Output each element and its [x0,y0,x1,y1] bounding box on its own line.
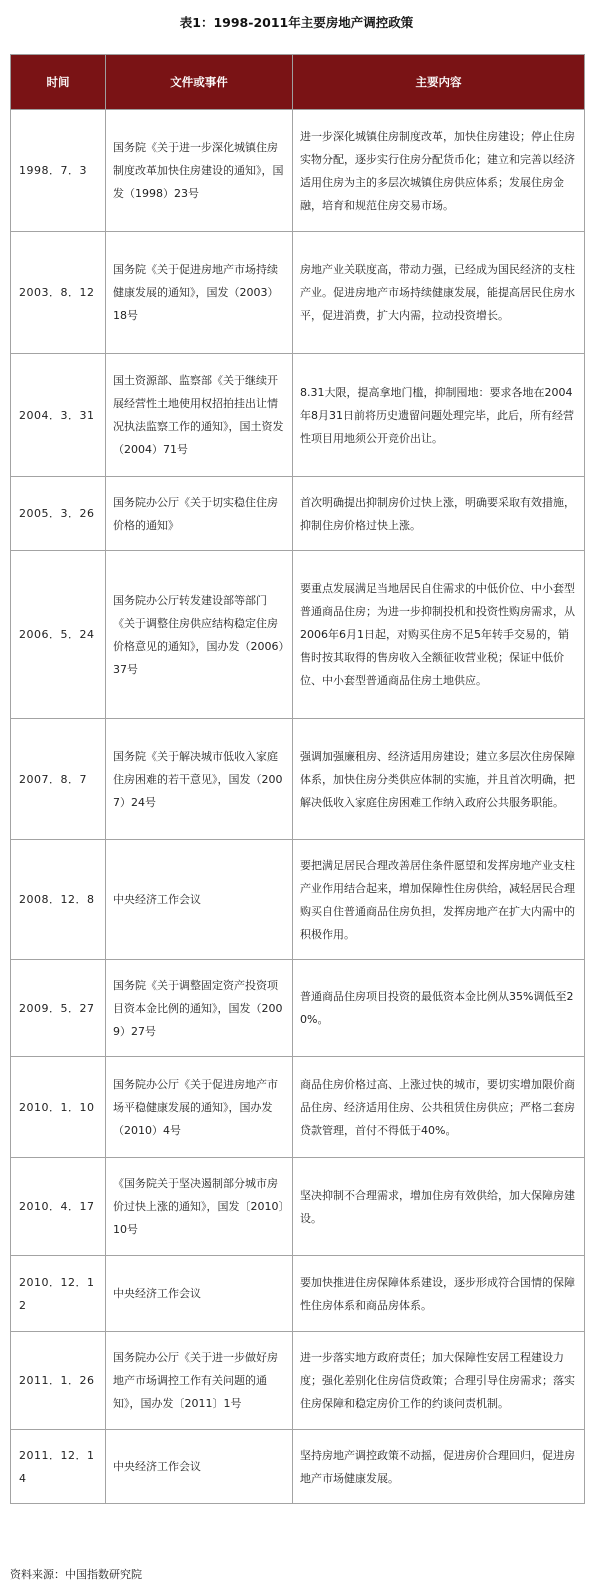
cell-document: 国土资源部、监察部《关于继续开展经营性土地使用权招拍挂出让情况执法监察工作的通知》，国土资发（2004）71号 [106,354,293,477]
header-content: 主要内容 [293,55,585,110]
cell-document: 国务院《关于解决城市低收入家庭住房困难的若干意见》，国发（2007）24号 [106,719,293,840]
cell-content: 商品住房价格过高、上涨过快的城市，要切实增加限价商品住房、经济适用住房、公共租赁住房供应；严格二套房贷款管理，首付不得低于40%。 [293,1057,585,1158]
cell-date: 2004．3．31 [11,354,106,477]
cell-content: 8.31大限，提高拿地门槛，抑制囤地：要求各地在2004年8月31日前将历史遗留问题处理完毕，此后，所有经营性项目用地须公开竞价出让。 [293,354,585,477]
cell-document: 国务院《关于促进房地产市场持续健康发展的通知》，国发（2003）18号 [106,232,293,354]
cell-document: 中央经济工作会议 [106,1256,293,1332]
source-note: 资料来源：中国指数研究院 [10,1568,142,1581]
policy-table [10,54,585,1504]
table-row [11,1430,585,1504]
table-row [11,1057,585,1158]
table-row [11,1158,585,1256]
cell-document: 中央经济工作会议 [106,840,293,960]
cell-document: 国务院办公厅《关于切实稳住住房价格的通知》 [106,477,293,551]
table-row [11,1256,585,1332]
table-row [11,110,585,232]
table-row [11,354,585,477]
cell-content: 坚决抑制不合理需求，增加住房有效供给，加大保障房建设。 [293,1158,585,1256]
cell-date: 1998．7．3 [11,110,106,232]
cell-content: 要把满足居民合理改善居住条件愿望和发挥房地产业支柱产业作用结合起来，增加保障性住房供给，减轻居民合理购买自住普通商品住房负担，发挥房地产在扩大内需中的积极作用。 [293,840,585,960]
cell-document: 国务院《关于进一步深化城镇住房制度改革加快住房建设的通知》，国发（1998）23号 [106,110,293,232]
cell-content: 房地产业关联度高，带动力强，已经成为国民经济的支柱产业。促进房地产市场持续健康发展，能提高居民住房水平，促进消费，扩大内需，拉动投资增长。 [293,232,585,354]
cell-date: 2003．8．12 [11,232,106,354]
cell-content: 坚持房地产调控政策不动摇，促进房价合理回归，促进房地产市场健康发展。 [293,1430,585,1504]
cell-document: 国务院办公厅《关于进一步做好房地产市场调控工作有关问题的通知》，国办发〔2011〕1号 [106,1332,293,1430]
cell-date: 2010．1．10 [11,1057,106,1158]
table-header-row [11,55,585,110]
cell-date: 2009．5．27 [11,960,106,1057]
cell-date: 2007．8．7 [11,719,106,840]
cell-date: 2006．5．24 [11,551,106,719]
table-row [11,719,585,840]
cell-content: 普通商品住房项目投资的最低资本金比例从35%调低至20%。 [293,960,585,1057]
table-row [11,960,585,1057]
cell-date: 2008．12．8 [11,840,106,960]
cell-document: 国务院办公厅转发建设部等部门《关于调整住房供应结构稳定住房价格意见的通知》，国办发（2006）37号 [106,551,293,719]
table-row [11,551,585,719]
cell-date: 2011．1．26 [11,1332,106,1430]
table-row [11,1332,585,1430]
table-row [11,232,585,354]
cell-date: 2011．12．14 [11,1430,106,1504]
cell-document: 国务院办公厅《关于促进房地产市场平稳健康发展的通知》，国办发（2010）4号 [106,1057,293,1158]
cell-content: 要重点发展满足当地居民自住需求的中低价位、中小套型普通商品住房；为进一步抑制投机和投资性购房需求，从2006年6月1日起，对购买住房不足5年转手交易的，销售时按其取得的售房收入全额征收营业税；保证中低价位、中小套型普通商品住房土地供应。 [293,551,585,719]
table-title: 表1：1998-2011年主要房地产调控政策 [179,15,414,30]
header-time: 时间 [11,55,106,110]
cell-content: 进一步深化城镇住房制度改革，加快住房建设；停止住房实物分配，逐步实行住房分配货币化；建立和完善以经济适用住房为主的多层次城镇住房供应体系；发展住房金融，培育和规范住房交易市场。 [293,110,585,232]
cell-date: 2005．3．26 [11,477,106,551]
cell-content: 进一步落实地方政府责任；加大保障性安居工程建设力度；强化差别化住房信贷政策；合理引导住房需求；落实住房保障和稳定房价工作的约谈问责机制。 [293,1332,585,1430]
cell-content: 首次明确提出抑制房价过快上涨，明确要采取有效措施，抑制住房价格过快上涨。 [293,477,585,551]
table-row [11,477,585,551]
cell-document: 《国务院关于坚决遏制部分城市房价过快上涨的通知》，国发〔2010〕10号 [106,1158,293,1256]
cell-date: 2010．4．17 [11,1158,106,1256]
cell-content: 要加快推进住房保障体系建设，逐步形成符合国情的保障性住房体系和商品房体系。 [293,1256,585,1332]
cell-document: 中央经济工作会议 [106,1430,293,1504]
header-document: 文件或事件 [106,55,293,110]
table-row [11,840,585,960]
cell-document: 国务院《关于调整固定资产投资项目资本金比例的通知》，国发（2009）27号 [106,960,293,1057]
cell-date: 2010．12．12 [11,1256,106,1332]
cell-content: 强调加强廉租房、经济适用房建设；建立多层次住房保障体系，加快住房分类供应体制的实施，并且首次明确，把解决低收入家庭住房困难工作纳入政府公共服务职能。 [293,719,585,840]
